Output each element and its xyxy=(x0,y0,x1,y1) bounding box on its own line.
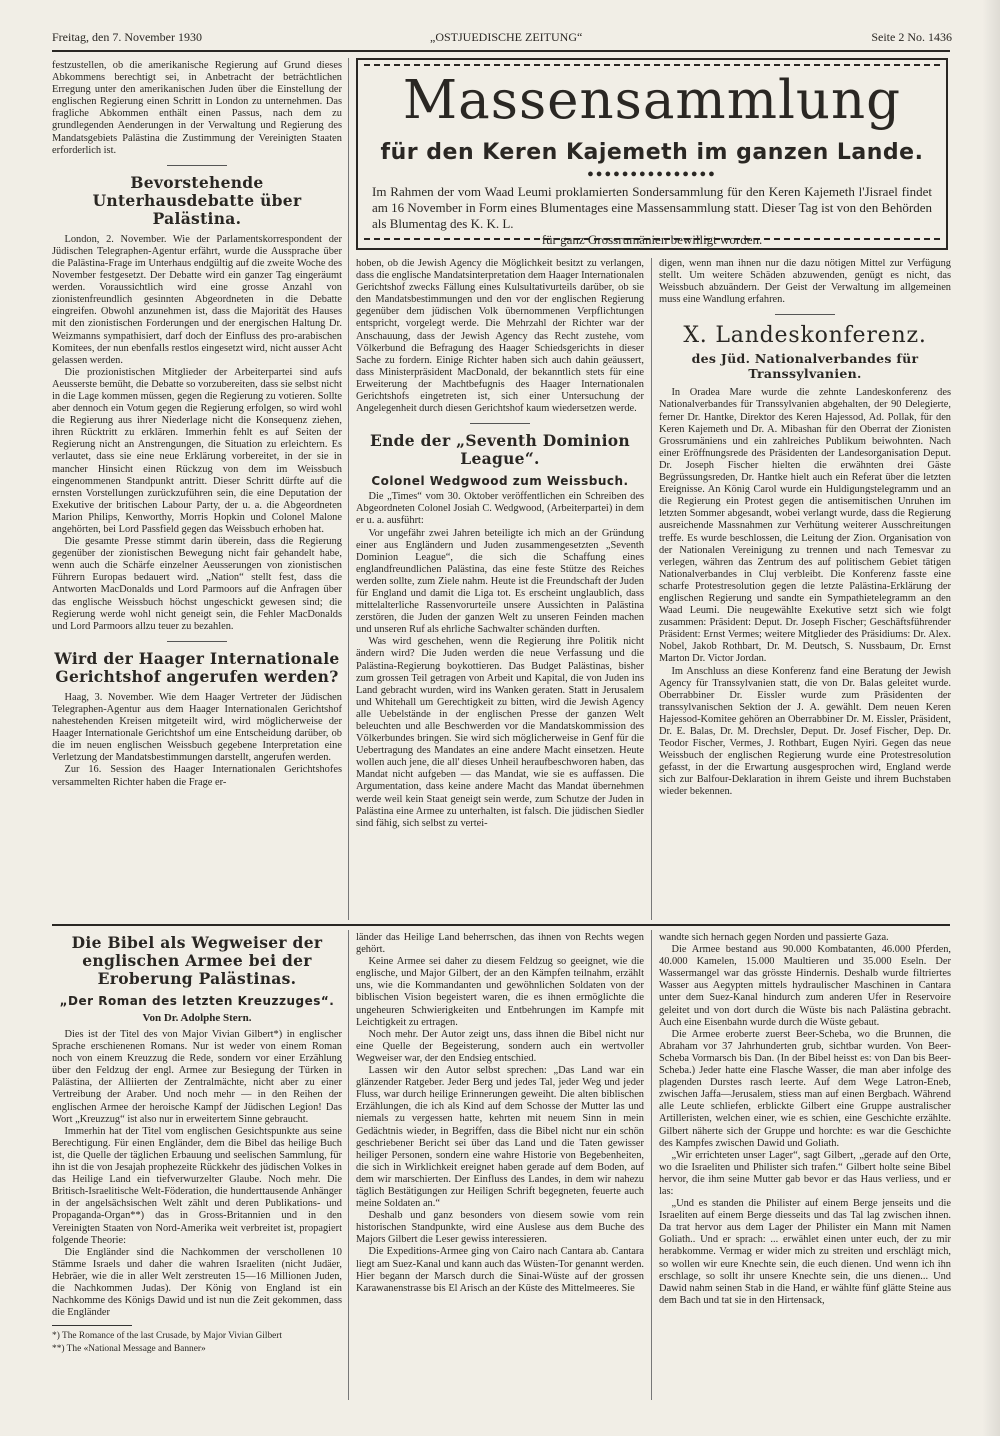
column-right-bottom xyxy=(659,932,951,1406)
footnotes xyxy=(52,1330,342,1356)
headline-bibel-wegweiser: Die Bibel als Wegweiser der englischen Armee bei der Eroberung Palästinas. xyxy=(71,933,323,988)
article-paragraph: „Und es standen die Philister auf einem Berge jenseits und die Israeliten auf einem Berge diesseits und das Tal lag zwischen ihnen. Da trat hervor aus dem Lager der Philister ein Mann mit Namen Goliath.. Und er sprach: ... erwählet einen unter euch, der zu mir herabkomme. Vermag er wider mich zu streiten und erschlägt mich, so wollen wir eure Knechte sein, die euch dienen. Und wenn ich ihn erschlage, so sollt ihr unsere Knechte sein, die uns dienen... Und Dawid nahm seinen Stab in die Hand, er wählte fünf glätte Steine aus dem Bach und tat sie in den Hirtensack, xyxy=(659,1198,951,1306)
article-paragraph: Im Anschluss an diese Konferenz fand eine Beratung der Jewish Agency für Transsylvanien statt, die von Dr. Balas geleitet wurde. Oberrabbiner Dr. Eissler wurde zum Präsidenten der transsylvanischen Sektion der J. A. gewählt. Dem neuen Keren Hajessod-Komitee gehören an Oberrabbiner Dr. M. Eissler, Präsident, Dr. E. Balas, Dr. M. Drechsler, Deput. Dr. Josef Fischer, Dep. Dr. Teodor Fischer, Vermes, J. Rothbart, Eugen Nyiri. Gegen das neue Weissbuch der englischen Regierung wurde eine Protestresolution gefasst, in der die Erwartung ausgesprochen wird, England werde sich zur Balfour-Deklaration in ihrem Geiste und ihrem Buchstaben wieder bekennen. xyxy=(659,665,951,798)
article-byline: Von Dr. Adolphe Stern. xyxy=(142,1012,252,1024)
article-paragraph: Lassen wir den Autor selbst sprechen: „Das Land war ein glänzender Ratgeber. Jeder Berg und jedes Tal, jeder Weg und jeder Fluss, war durch heilige Erinnerungen geweiht. Die alten biblischen Erzählungen, die ich als Kind auf dem Schosse der Mutter las und niemals zu vergessen hatte, kehrten mit neuem Sinn in mein Gedächtnis wieder, in Begriffen, dass die Bibel nicht nur ein schön geschriebener Bericht sei über das Land und die Taten gewisser heiliger Personen, sondern eine wahre Historie von Begebenheiten, die sich in Wirklichkeit ereignet haben gerade auf dem Boden, auf dem wir marschierten. Der Einfluss des Landes, in dem wir nahezu täglich Bestätigungen zur Heiligen Schrift begegneten, feuerte auch meine Soldaten an.“ xyxy=(356,1065,644,1210)
article-paragraph: hoben, ob die Jewish Agency die Möglichkeit besitzt zu verlangen, dass die englische Mandatsinterpretation dem Haager Internationalen Gerichtshof zwecks Fällung eines Kulsultativurteils darüber, ob sie den Mandatsbestimmungen und den vor der englischen Regierung gegenüber dem jüdischen Volk übernommenen Verpflichtungen entspricht, vorgelegt werde. Die Mehrzahl der Richter war der Anschauung, dass der Jewish Agency das Recht zustehe, vom Völkerbund die Befragung des Haager Schiedsgerichts in dieser Sache zu fordern. Einige Richter haben sich auch dahin geäussert, dass Ministerpräsident MacDonald, der bekanntlich stets für eine Erweiterung der Machtbefugnis des Haager Internationalen Gerichtshofs eingetreten ist, sich einer Untersuchung der Angelegenheit durch diesen Gerichtshof kaum wiedersetzen werde. xyxy=(356,258,644,415)
footnote-rule xyxy=(52,1325,132,1326)
advert-body-text: Im Rahmen der vom Waad Leumi proklamierten Sondersammlung für den Keren Kajemeth l'Jisrael findet am 16 November in Form eines Blumentages eine Massensammlung statt. Dieser Tag ist von den Behörden als Blumentag des K. K. L. xyxy=(372,184,932,231)
headline-landeskonferenz: X. Landeskonferenz. xyxy=(683,323,927,349)
column-left-top xyxy=(52,60,342,918)
article-paragraph: Vor ungefähr zwei Jahren beteiligte ich mich an der Gründung einer aus Engländern und Juden zusammengesetzten „Seventh Dominion League“, die sich die Schaffung eines englandfreundlichen Palästina, das eine feste Stütze des Reiches werden sollte, zum Ziele nahm. Heute ist die Freundschaft der Juden für England und damit die Liga tot. Es erscheint unglaublich, dass mittelalterliche Rassenvorurteile unsere Aussichten in Palästina zerstören, die Juden der ganzen Welt zu unseren Feinden machen und unseren Ruf als ehrliche Sachwalter schänden durften. xyxy=(356,527,644,636)
article-paragraph: Die Engländer sind die Nachkommen der verschollenen 10 Stämme Israels und daher die wahren Israeliten (nicht Judäer, Hebräer, wie die in aller Welt zerstreuten 15—16 Millionen Juden, die Nachkommen Judas). Der König von England ist ein Nachkomme des Königs Dawid und ist nun die Zeit gekommen, dass die Engländer xyxy=(52,1246,342,1319)
article-paragraph: Die Armee eroberte zuerst Beer-Scheba, wo die Brunnen, die Abraham vor 37 Jahrhunderten grub, sichtbar wurden. Von Beer-Scheba Vormarsch bis Dan. (In der Bibel heisst es: von Dan bis Beer-Scheba.) Jeder hatte eine Flasche Wasser, die man aber infolge des plagenden Durstes rasch leerte. Auf dem Wege Latron-Eneb, zwischen Jaffa—Jerusalem, stiess man auf einen Bergbach. Während alle Leute schliefen, erblickte Gilbert eine Gruppe australischer Artilleristen, welchen einer, wie es schien, eine Geschichte erzählte. Gilbert näherte sich der Gruppe und horchte: es war die Geschichte des Kampfes zwischen Dawid und Goliath. xyxy=(659,1028,951,1149)
column-rule xyxy=(348,58,349,920)
column-rule xyxy=(348,930,349,1400)
article-paragraph: festzustellen, ob die amerikanische Regierung auf Grund dieses Abkommens berechtigt sei, in Anbetracht der beträchtlichen Erregung unter den amerikanischen Juden über die Einstellung der englischen Regierung einen Schritt in London zu unternehmen. Das fragliche Abkommen enthält einen Passus, nach dem zu grundlegenden Aenderungen in der Verwaltung und Regierung des Mandatsgebiets Palästina die Zustimmung der Vereinigten Staaten erforderlich ist. xyxy=(52,60,342,156)
headline-unterhausdebatte: Bevorstehende Unterhausdebatte über Palästina. xyxy=(92,172,302,228)
article-paragraph: Die Expeditions-Armee ging von Cairo nach Cantara ab. Cantara liegt am Suez-Kanal und kann auch das Wüsten-Tor genannt werden. Hier begann der Marsch durch die Sinai-Wüste auf der grossen Karawanenstrasse bis El Arisch an der Küste des Mittelmeeres. Sie xyxy=(356,1246,644,1294)
column-middle-top xyxy=(356,258,644,918)
header-rule xyxy=(52,50,950,52)
article-paragraph: Noch mehr. Der Autor zeigt uns, dass ihnen die Bibel nicht nur eine Quelle der Begeisterung, sondern auch ein wertvoller Wegweiser war, der den Endsieg entschied. xyxy=(356,1028,644,1064)
footnote-2: **) The «National Message and Banner» xyxy=(52,1344,206,1355)
article-paragraph: In Oradea Mare wurde die zehnte Landeskonferenz des Nationalverbandes für Transsylvanien abgehalten, der 90 Delegierte, ferner Dr. Hantke, Direktor des Keren Hajessod, Ad. Pollak, für den Keren Kajemeth und Dr. A. Mibashan für den Oberrat der Zionisten Grossrumäniens und ein zahlreiches Publikum beiwohnten. Nach einer Eröffnungsrede des Präsidenten der Landesorganisation Deput. Dr. Joseph Fischer hielten die erwähnten drei Gäste Begrüssungsreden, Dr. Hantke hielt auch ein Referat über die letzten Ereignisse. An König Carol wurde ein Huldigungstelegramm und an die Regierung ein Protest gegen die antisemitischen Unruhen im letzten Sommer abgesandt, wobei verlangt wurde, dass die Regierung ausreichende Massnahmen zur Verhütung weiterer Ausschreitungen treffe. Es wurde beschlossen, die Leitung der Zion. Organisation von der Nationalen Vereinigung zu trennen und nach Temesvar zu verlegen, währen das Zentrum des auf politischem Gebiet tätigen Nationalverbandes in Cluj verbleibt. Die Konferenz fasste eine scharfe Protestresolution gegen die letzte Palästina-Erklärung der englischen Regierung und sandte ein Sympathietelegramm an den Waad Leumi. Die neugewählte Exekutive setzt sich wie folgt zusammen: Präsident: Deput. Dr. Joseph Fischer; Geschäftsführender Präsident: Ernst Vermes; weitere Mitglieder des Präsidiums: Dr. Alex. Nobel, Jakob Rothbart, Dr. M. Deutsch, S. Nussbaum, Dr. Ernst Marton Dr. Victor Jordan. xyxy=(659,387,951,665)
article-paragraph: Die prozionistischen Mitglieder der Arbeiterpartei sind aufs Aeusserste bemüht, die Debatte so vorzubereiten, dass sie selbst nicht in die Lage kommen müssen, gegen die Regierung zu votieren. Sollte aber dennoch ein Votum gegen die Regierung erfolgen, so wird wohl die Regierung aus ihrer Niederlage nicht die Konsequenz ziehen, ihren Rücktritt zu erklären. Immerhin fehlt es auf Seiten der Regierung nicht an Anstrengungen, die Situation zu erleichtern. Es verlautet, dass sie eine neue Erklärung vorbereitet, in der sie in mancher Hinsicht einen Rückzug von dem im Weissbuch eingenommenen Standpunkt antritt. Dieser Schritt dürfte auf die ernsten Vorstellungen zurückzuführen sein, die eine Deputation der Exekutive der britischen Labour Party, der u. a. die Abgeordneten Marion Philips, Kenworthy, Morris Hopkin und Colonel Malone angehörten, bei Lord Passfield gegen das Weissbuch erhoben hat. xyxy=(52,366,342,535)
article-paragraph: Die „Times“ vom 30. Oktober veröffentlichen ein Schreiben des Abgeordneten Colonel Josiah C. Wedgwood, (Arbeiterpartei) in dem er u. a. ausführt: xyxy=(356,491,644,527)
column-middle-bottom xyxy=(356,932,644,1406)
article-paragraph: Keine Armee sei daher zu diesem Feldzug so geeignet, wie die englische, und Major Gilbert, der an den Kämpfen teilnahm, erzählt uns, wie die Kommandanten und gewöhnlichen Soldaten von der biblischen Vision begeistert waren, die es ihnen ermöglichte die ungeheuren Schwierigkeiten und Entbehrungen im Kampfe mit Leichtigkeit zu ertragen. xyxy=(356,956,644,1028)
headline-haager-gerichtshof: Wird der Haager Internationale Gerichtshof angerufen werden? xyxy=(54,648,340,686)
article-paragraph: Deshalb und ganz besonders von diesem sowie vom rein historischen Standpunkte, wird eine Auslese aus dem Buche des Majors Gilbert die Leser gewiss interessieren. xyxy=(356,1210,644,1246)
article-paragraph: Haag, 3. November. Wie dem Haager Vertreter der Jüdischen Telegraphen-Agentur aus dem Haager Internationalen Gerichtshof nahestehenden Kreisen mitgeteilt wird, wird möglicherweise der Haager Internationale Gerichtshof um eine Entscheidung darüber, ob die im neuen englischen Weissbuch gegebene Interpretation eine Verletzung der Mandatsbestimmungen darstellt, angerufen werden. xyxy=(52,691,342,764)
article-paragraph: Immerhin hat der Titel vom englischen Gesichtspunkte aus seine Berechtigung. Für einen Engländer, dem die Bibel das heilige Buch ist, die Quelle der täglichen Erbauung und seelischen Sammlung, für ihn ist die von Jesajah prophezeite Rückkehr des jüdischen Volkes in das Heilige Land ein tiefverwurzelter Glaube. Noch mehr. Die Britisch-Israelitische Welt-Föderation, die hunderttausende Anhänger in der angelsächsischen Welt zählt und deren Publikations- und Propaganda-Organ**) das in Gross-Britannien und in den Vereinigten Staaten von Nord-Amerika weit verbreitet ist, propagiert folgende Theorie: xyxy=(52,1125,342,1246)
massensammlung-advert xyxy=(356,58,948,250)
article-paragraph: Die Armee bestand aus 90.000 Kombatanten, 46.000 Pferden, 40.000 Kamelen, 15.000 Maultieren und 35.000 Eseln. Der Wassermangel war das grösste Hindernis. Deshalb wurde filtriertes Wasser aus Aegypten mittels hydraulischer Maschinen in Cantara unter dem Suez-Kanal hindurch zum anderen Ufer in Reservoire geleitet und von dort durch die Wüste bis nach Palästina gebracht. Auch eine Eisenbahn wurde durch die Wüste gebaut. xyxy=(659,944,951,1028)
section-divider xyxy=(167,641,227,642)
column-rule xyxy=(651,930,652,1400)
page-header xyxy=(52,30,952,52)
article-paragraph: „Wir errichteten unser Lager“, sagt Gilbert, „gerade auf den Orte, wo die Israeliten und Philister sich trafen.“ Gilbert holte seine Bibel hervor, die ihm seine Mutter gab bevor er das Haus verliess, und er las: xyxy=(659,1149,951,1197)
footnote-1: *) The Romance of the last Crusade, by Major Vivian Gilbert xyxy=(52,1331,283,1342)
article-paragraph: London, 2. November. Wie der Parlamentskorrespondent der Jüdischen Telegraphen-Agentur erfährt, wurde die Aussprache über die Palästina-Frage im Unterhaus endgültig auf die zweite Woche des November festgesetzt. Der Debatte wird ein ganzer Tag eingeräumt werden. Voraussichtlich wird eine grosse Anzahl von zionistenfreundlich gesinnten Abgeordneten in die Debatte eingreifen. Obwohl anzunehmen ist, dass die Majorität des Hauses mit den zionistischen Forderungen und der energischen Haltung Dr. Weizmanns sympathisiert, darf doch der Einfluss des pro-arabischen Komitees, der nun ebenfalls restlos eingesetzt wird, nicht ausser Acht gelassen werden. xyxy=(52,233,342,366)
article-paragraph: wandte sich hernach gegen Norden und passierte Gaza. xyxy=(659,932,889,943)
column-left-bottom xyxy=(52,932,342,1406)
advert-body-last-line: für ganz Grossrumänien bewilligt worden. xyxy=(541,232,763,247)
header-date: Freitag, den 7. November 1930 xyxy=(52,30,202,44)
subheadline-wedgwood: Colonel Wedgwood zum Weissbuch. xyxy=(371,474,629,489)
article-paragraph: Dies ist der Titel des von Major Vivian Gilbert*) in englischer Sprache erschienenen Romans. Nur ist weder von einem Roman noch von einem Kreuzzug die Rede, sondern vor einer Erzählung über den Feldzug der engl. Armee zur Besiegung der Türken in Palästina, der Alliierten der Zentralmächte, nicht aber zu einer Vertreibung der Araber. Und noch mehr — in den Reihen der englischen Armee der heroische Kampf der Jüdischen Legion! Das Wort „Kreuzzug“ ist also nur in erweitertem Sinne gebraucht. xyxy=(52,1029,342,1125)
advert-subtitle: für den Keren Kajemeth im ganzen Lande. xyxy=(380,140,924,165)
advert-dot-row: ●●●●●●●●●●●●●●● xyxy=(587,168,717,180)
article-paragraph: Was wird geschehen, wenn die Regierung ihre Politik nicht ändern wird? Die Juden werden die neue Verfassung und die Palästina-Regierung boykottieren. Das Budget Palästinas, bisher zum grossen Teil getragen von Arbeit und Kapital, die von Juden ins Land gebracht wurden, wird ins Wanken geraten. Statt in Jerusalem und Whitehall um Gerechtigkeit zu bitten, wird die Jewish Agency alle Uebelstände in der englischen Presse der ganzen Welt beleuchten und alle Beschwerden vor die Mandatskommission des Völkerbundes bringen. Sie wird sich möglicherweise in Genf für die Uebertragung des Mandates an eine andere Macht einsetzen. Heute wollen auch jene, die all' dieses Unheil heraufbeschworen haben, das Mandat nicht aufgeben — das Mandat, wie sie es auffassen. Die Argumentation, dass keine andere Macht das Mandat übernehmen werde weil kein Staat geneigt sein werde, zum Schutze der Juden in Palästina eine Armee zu unterhalten, ist falsch. Die jüdischen Siedler sind fähig, sich selbst zu vertei- xyxy=(356,636,644,829)
column-right-top xyxy=(659,258,951,918)
section-divider xyxy=(775,314,835,315)
article-paragraph: länder das Heilige Land beherrschen, das ihnen von Rechts wegen gehört. xyxy=(356,932,644,956)
header-newspaper-name: „OSTJUEDISCHE ZEITUNG“ xyxy=(430,30,583,44)
subheadline-nationalverband: des Jüd. Nationalverbandes für Transsylvanien. xyxy=(691,351,919,382)
section-divider xyxy=(470,423,530,424)
article-paragraph: Die gesamte Presse stimmt darin überein, dass die Regierung gegenüber der zionistischen Bewegung nicht fair gehandelt habe, wenn auch die Schärfe einzelner Aeusserungen von zionistischen Führern Europas bedauert wird. „Nation“ stellt fest, dass die Antworten MacDonalds und Lord Parmoors auf die Anfragen über das englische Weissbuch höchst ungeschickt gewesen sind; die Regierung werde wohl nicht geneigt sein, die Fehler MacDonalds und Lord Parmoors allzu teuer zu bezahlen. xyxy=(52,536,342,632)
section-rule xyxy=(52,924,950,926)
subheadline-roman-kreuzzug: „Der Roman des letzten Kreuzzuges“. xyxy=(59,994,335,1008)
article-paragraph: Zur 16. Session des Haager Internationalen Gerichtshofes versammelten Richter haben die Frage er- xyxy=(52,764,342,788)
section-divider xyxy=(167,165,227,166)
paper-edge-shadow xyxy=(982,0,1000,1436)
column-rule xyxy=(651,258,652,920)
header-page-number: Seite 2 No. 1436 xyxy=(871,30,952,44)
article-paragraph: digen, wenn man ihnen nur die dazu nötigen Mittel zur Verfügung stellt. Um weitere Schäden abzuwenden, genügt es nicht, das Weissbuch abzuändern. Der Geist der Verwaltung im allgemeinen muss eine Wandlung erfahren. xyxy=(659,258,951,306)
advert-body xyxy=(372,184,932,248)
advert-title: Massensammlung xyxy=(402,70,902,131)
headline-seventh-dominion-league: Ende der „Seventh Dominion League“. xyxy=(369,431,630,469)
